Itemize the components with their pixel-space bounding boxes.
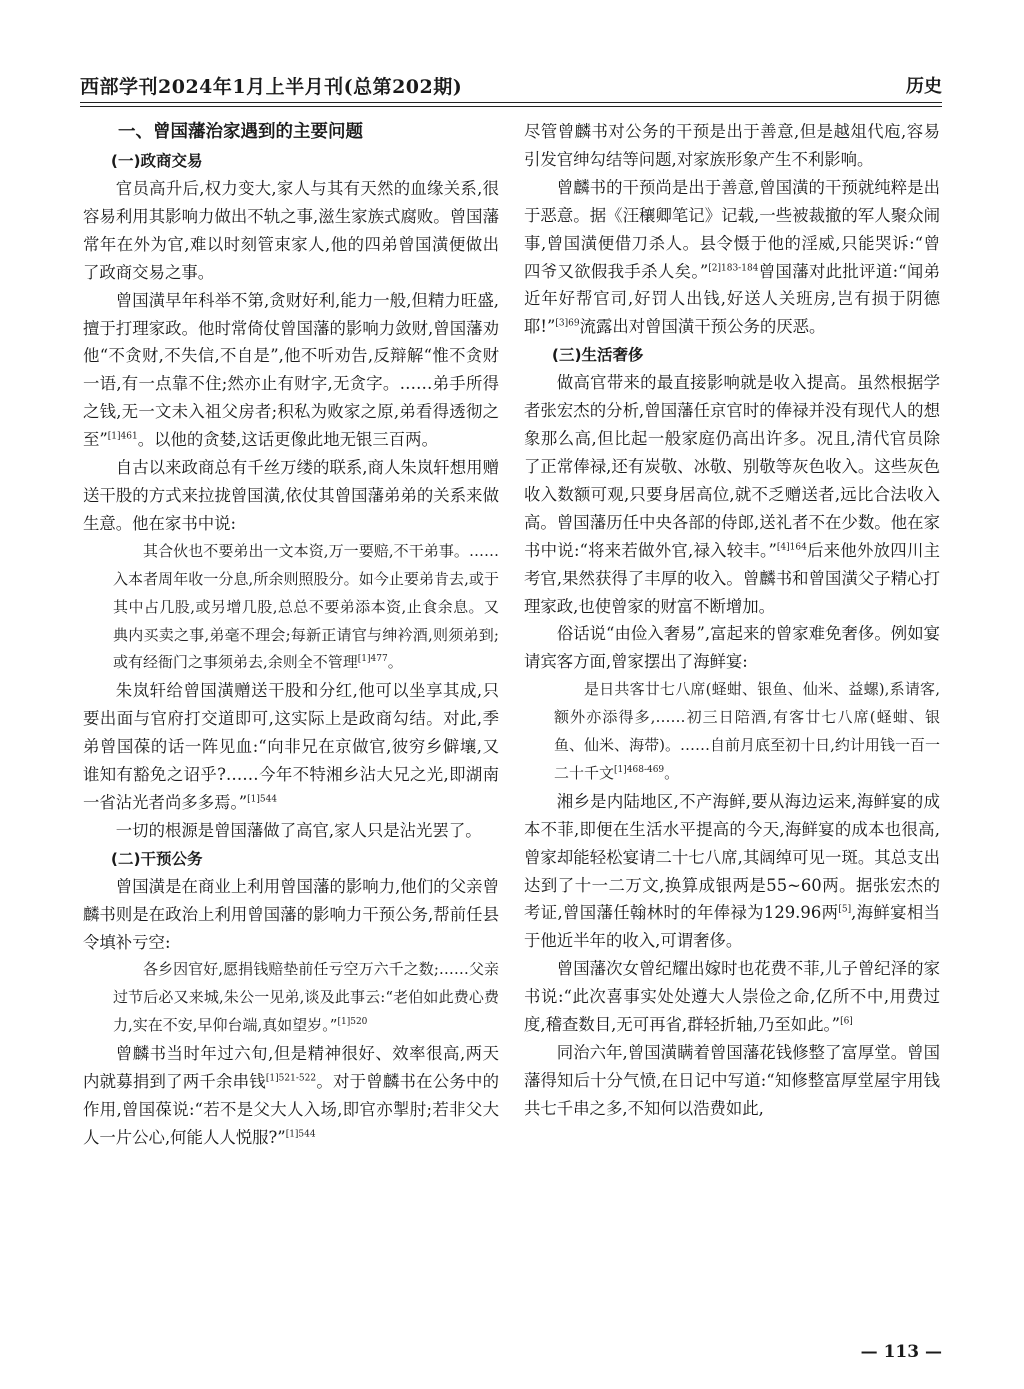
citation: [1]461 <box>107 431 138 442</box>
subheading-2: (二)干预公务 <box>110 849 203 868</box>
subheading-1: (一)政商交易 <box>110 152 203 170</box>
citation: [3]69 <box>555 318 580 329</box>
citation: [5] <box>838 905 852 915</box>
section-label: 历史 <box>906 76 942 97</box>
right-column <box>524 118 940 1123</box>
header-rule-thin <box>80 106 942 107</box>
block-quote: 是日共客廿七八席(蛏蚶、银鱼、仙米、益螺),系请客,额外亦添得多,……初三日陪酒,有客廿七八席(蛏蚶、银鱼、仙米、海带)。……自前月底至初十日,约计用钱一百一二十千文$^{[1]468-469}$。 <box>554 680 940 782</box>
paragraph-continued: 尽管曾麟书对公务的干预是出于善意,但是越俎代庖,容易引发官绅勾结等问题,对家族形象产生不利影响。 <box>524 122 940 169</box>
citation: [2]183-184 <box>708 263 759 274</box>
block-quote: 各乡因官好,愿捐钱赔垫前任亏空万六千之数;……父亲过节后必又来城,朱公一见弟,谈及此事云:“老伯如此费心费力,实在不安,早仰台端,真如望岁。”$^{[1]520}$ <box>113 960 499 1035</box>
subheading-3: (三)生活奢侈 <box>551 346 644 365</box>
citation: [4]164 <box>776 542 807 553</box>
journal-title: 西部学刊2024年1月上半月刊(总第202期) <box>80 76 463 98</box>
left-column <box>83 118 499 1152</box>
citation: [6] <box>840 1016 853 1027</box>
paragraph: 同治六年,曾国潢瞒着曾国藩花钱修整了富厚堂。曾国藩得知后十分气愤,在日记中写道:“知修整富厚堂屋宇用钱共七千串之多,不知何以浩费如此, <box>524 1043 940 1118</box>
block-quote: 其合伙也不要弟出一文本资,万一要赔,不干弟事。……入本者周年收一分息,所余则照股分。如今止要弟肯去,或于其中占几股,或另增几股,总总不要弟添本资,止食余息。又典内买卖之事,弟毫不理会;每新正请官与绅衿酒,则须弟到;或有经衙门之事须弟去,余则全不管理$^{[1]477}$。 <box>113 541 499 672</box>
page-number: — 113 — <box>860 1342 942 1362</box>
paragraph: 做高官带来的最直接影响就是收入提高。虽然根据学者张宏杰的分析,曾国藩任京官时的俸禄并没有现代人的想象那么高,但比起一般家庭仍高出许多。况且,清代官员除了正常俸禄,还有炭敬、冰敬、别敬等灰色收入。这些灰色收入数额可观,只要身居高位,就不乏赠送者,远比合法收入高。曾国藩历任中央各部的侍郎,送礼者不在少数。他在家书中说:“将来若做外官,禄入较丰。”$^{[4]164}$后来他外放四川主考官,果然获得了丰厚的收入。曾麟书和曾国潢父子精心打理家政,也使曾家的财富不断增加。 <box>524 373 940 616</box>
paragraph: 曾麟书当时年过六旬,但是精神很好、效率很高,两天内就募捐到了两千余串钱$^{[1]521-522}$。对于曾麟书在公务中的作用,曾国葆说:“若不是父大人入场,即官亦掣肘;若非父大人一片公心,何能人人悦服?”$^{[1]544}$ <box>83 1044 499 1147</box>
paragraph: 自古以来政商总有千丝万缕的联系,商人朱岚轩想用赠送干股的方式来拉拢曾国潢,依仗其曾国藩弟弟的关系来做生意。他在家书中说: <box>83 458 499 533</box>
paragraph: 湘乡是内陆地区,不产海鲜,要从海边运来,海鲜宴的成本不菲,即便在生活水平提高的今天,海鲜宴的成本也很高,曾家却能轻松宴请二十七八席,其阔绰可见一斑。其总支出达到了十一二万文,换算成银两是55~60两。据张宏杰的考证,曾国藩任翰林时的年俸禄为129.96两[5],海鲜宴相当于他近半年的收入,可谓奢侈。 <box>524 791 940 951</box>
running-header <box>80 70 942 100</box>
citation: [1]544 <box>285 1129 316 1140</box>
citation: [1]468-469 <box>614 764 665 775</box>
paragraph: 曾国藩次女曾纪耀出嫁时也花费不菲,儿子曾纪泽的家书说:“此次喜事实处处遵大人崇俭之命,亿所不中,用费过度,稽查数目,无可再省,群轻折轴,乃至如此。”[6] <box>524 959 940 1035</box>
paragraph: 俗话说“由俭入奢易”,富起来的曾家难免奢侈。例如宴请宾客方面,曾家摆出了海鲜宴: <box>524 624 940 672</box>
section-heading: 一、曾国藩治家遇到的主要问题 <box>118 122 363 142</box>
paragraph: 曾国潢是在商业上利用曾国藩的影响力,他们的父亲曾麟书则是在政治上利用曾国藩的影响力干预公务,帮前任县令填补亏空: <box>83 876 499 952</box>
header-rule <box>80 102 942 103</box>
paragraph: 曾麟书的干预尚是出于善意,曾国潢的干预就纯粹是出于恶意。据《汪穰卿笔记》记载,一些被裁撤的军人聚众闹事,曾国潢便借刀杀人。县令慑于他的淫威,只能哭诉:“曾四爷又欲假我手杀人矣。”$^{[2]183-184}$曾国藩对此批评道:“闻弟近年好帮官司,好罚人出钱,好送人关班房,岂有损于阴德耶!”$^{[3]69}$流露出对曾国潢干预公务的厌恶。 <box>524 177 940 337</box>
citation: [1]477 <box>357 654 388 665</box>
paragraph: 官员高升后,权力变大,家人与其有天然的血缘关系,很容易利用其影响力做出不轨之事,滋生家族式腐败。曾国藩常年在外为官,难以时刻管束家人,他的四弟曾国潢便做出了政商交易之事。 <box>83 179 499 282</box>
paragraph: 朱岚轩给曾国潢赠送干股和分红,他可以坐享其成,只要出面与官府打交道即可,这实际上是政商勾结。对此,季弟曾国葆的话一阵见血:“向非兄在京做官,彼穷乡僻壤,又谁知有豁免之诏乎?……今年不特湘乡沾大兄之光,即湖南一省沾光者尚多多焉。”$^{[1]544}$ <box>83 681 499 812</box>
paragraph: 曾国潢早年科举不第,贪财好利,能力一般,但精力旺盛,擅于打理家政。他时常倚仗曾国藩的影响力敛财,曾国藩劝他“不贪财,不失信,不自是”,他不听劝告,反辩解“惟不贪财一语,有一点靠不住;然亦止有财字,无贪字。……弟手所得之钱,无一文未入祖父房者;积私为败家之原,弟看得透彻之至”$^{[1]461}$。以他的贪婪,这话更像此地无银三百两。 <box>83 290 499 450</box>
citation: [1]521-522 <box>265 1073 317 1084</box>
paragraph: 一切的根源是曾国藩做了高官,家人只是沾光罢了。 <box>115 820 482 840</box>
citation: [1]520 <box>337 1017 368 1028</box>
citation: [1]544 <box>247 794 278 805</box>
